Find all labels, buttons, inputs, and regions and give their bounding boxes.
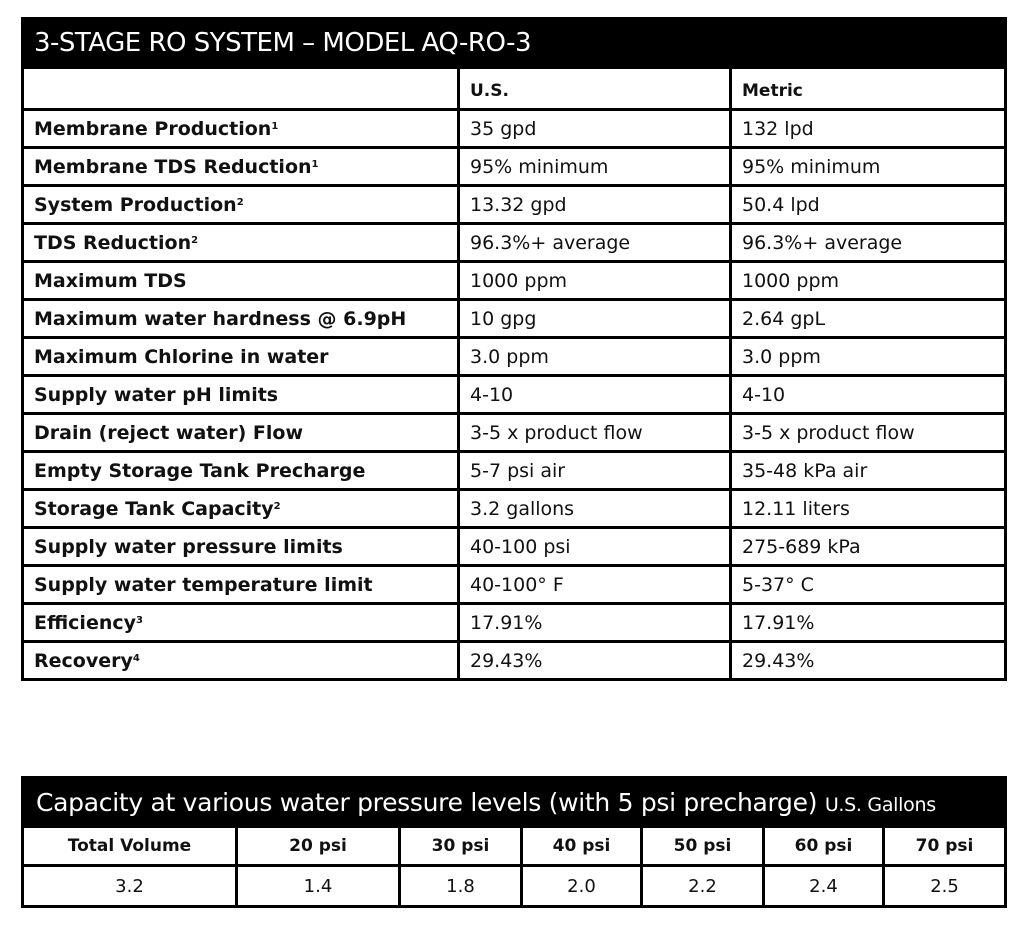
table-row — [23, 224, 1006, 262]
column-header-50psi: 50 psi — [642, 827, 764, 866]
metric-value: 12.11 liters — [731, 490, 1006, 528]
row-label: Empty Storage Tank Precharge — [23, 452, 459, 490]
table-row — [23, 148, 1006, 186]
metric-value: 96.3%+ average — [731, 224, 1006, 262]
spec-table-title: 3-STAGE RO SYSTEM – MODEL AQ-RO-3 — [23, 19, 1006, 68]
us-value: 3.0 ppm — [459, 338, 731, 376]
table-row — [23, 528, 1006, 566]
capacity-value: 2.2 — [642, 866, 764, 907]
column-header-metric: Metric — [731, 68, 1006, 110]
us-value: 96.3%+ average — [459, 224, 731, 262]
capacity-table — [21, 776, 1007, 908]
us-value: 10 gpg — [459, 300, 731, 338]
footnote-marker: 2 — [236, 196, 244, 208]
us-value: 4-10 — [459, 376, 731, 414]
table-row — [23, 414, 1006, 452]
row-label: Maximum Chlorine in water — [23, 338, 459, 376]
row-label: Efficiency$^3$ — [23, 604, 459, 642]
column-header-us: U.S. — [459, 68, 731, 110]
us-value: 1000 ppm — [459, 262, 731, 300]
row-label: Maximum TDS — [23, 262, 459, 300]
metric-value: 275-689 kPa — [731, 528, 1006, 566]
us-value: 3.2 gallons — [459, 490, 731, 528]
row-label: Membrane TDS Reduction$^1$ — [23, 148, 459, 186]
us-value: 95% minimum — [459, 148, 731, 186]
unit-label: U.S. Gallons — [824, 793, 936, 816]
footnote-marker: 2 — [191, 234, 199, 246]
row-label: Supply water pressure limits — [23, 528, 459, 566]
table-row — [23, 866, 1006, 907]
metric-value: 5-37° C — [731, 566, 1006, 604]
us-value: 40-100° F — [459, 566, 731, 604]
column-header-70psi: 70 psi — [884, 827, 1006, 866]
capacity-value: 1.4 — [237, 866, 400, 907]
footnote-marker: 1 — [311, 158, 319, 170]
us-value: 35 gpd — [459, 110, 731, 148]
column-header-30psi: 30 psi — [400, 827, 522, 866]
metric-value: 95% minimum — [731, 148, 1006, 186]
table-row — [23, 566, 1006, 604]
table-row — [23, 300, 1006, 338]
footnote-marker: 3 — [136, 614, 143, 626]
capacity-value: 2.4 — [764, 866, 884, 907]
metric-value: 1000 ppm — [731, 262, 1006, 300]
footnote-marker: 1 — [271, 120, 279, 132]
table-row — [23, 452, 1006, 490]
row-label: Drain (reject water) Flow — [23, 414, 459, 452]
column-header-blank — [23, 68, 459, 110]
column-header-total-volume: Total Volume — [23, 827, 237, 866]
row-label: Recovery$^4$ — [23, 642, 459, 680]
metric-value: 2.64 gpL — [731, 300, 1006, 338]
row-label: Supply water pH limits — [23, 376, 459, 414]
us-value: 29.43% — [459, 642, 731, 680]
metric-value: 3.0 ppm — [731, 338, 1006, 376]
metric-value: 132 lpd — [731, 110, 1006, 148]
table-row — [23, 642, 1006, 680]
metric-value: 4-10 — [731, 376, 1006, 414]
table-row — [23, 338, 1006, 376]
table-row — [23, 376, 1006, 414]
column-header-20psi: 20 psi — [237, 827, 400, 866]
metric-value: 29.43% — [731, 642, 1006, 680]
table-row — [23, 186, 1006, 224]
ro-system-spec-table — [21, 17, 1007, 681]
row-label: TDS Reduction$^2$ — [23, 224, 459, 262]
row-label: Maximum water hardness @ 6.9pH — [23, 300, 459, 338]
us-value: 40-100 psi — [459, 528, 731, 566]
capacity-value: 1.8 — [400, 866, 522, 907]
column-header-40psi: 40 psi — [522, 827, 642, 866]
row-label: Membrane Production$^1$ — [23, 110, 459, 148]
metric-value: 50.4 lpd — [731, 186, 1006, 224]
row-label: System Production$^2$ — [23, 186, 459, 224]
us-value: 3-5 x product flow — [459, 414, 731, 452]
capacity-value: 3.2 — [23, 866, 237, 907]
row-label: Storage Tank Capacity$^2$ — [23, 490, 459, 528]
capacity-table-title: Capacity at various water pressure levels (with 5 psi precharge) U.S. Gallons — [23, 778, 1006, 827]
footnote-marker: 4 — [132, 652, 140, 664]
table-row — [23, 604, 1006, 642]
table-row — [23, 490, 1006, 528]
metric-value: 3-5 x product flow — [731, 414, 1006, 452]
us-value: 13.32 gpd — [459, 186, 731, 224]
column-header-60psi: 60 psi — [764, 827, 884, 866]
metric-value: 35-48 kPa air — [731, 452, 1006, 490]
us-value: 17.91% — [459, 604, 731, 642]
metric-value: 17.91% — [731, 604, 1006, 642]
table-row — [23, 262, 1006, 300]
us-value: 5-7 psi air — [459, 452, 731, 490]
capacity-value: 2.5 — [884, 866, 1006, 907]
table-row — [23, 110, 1006, 148]
row-label: Supply water temperature limit — [23, 566, 459, 604]
footnote-marker: 2 — [273, 500, 281, 512]
capacity-value: 2.0 — [522, 866, 642, 907]
